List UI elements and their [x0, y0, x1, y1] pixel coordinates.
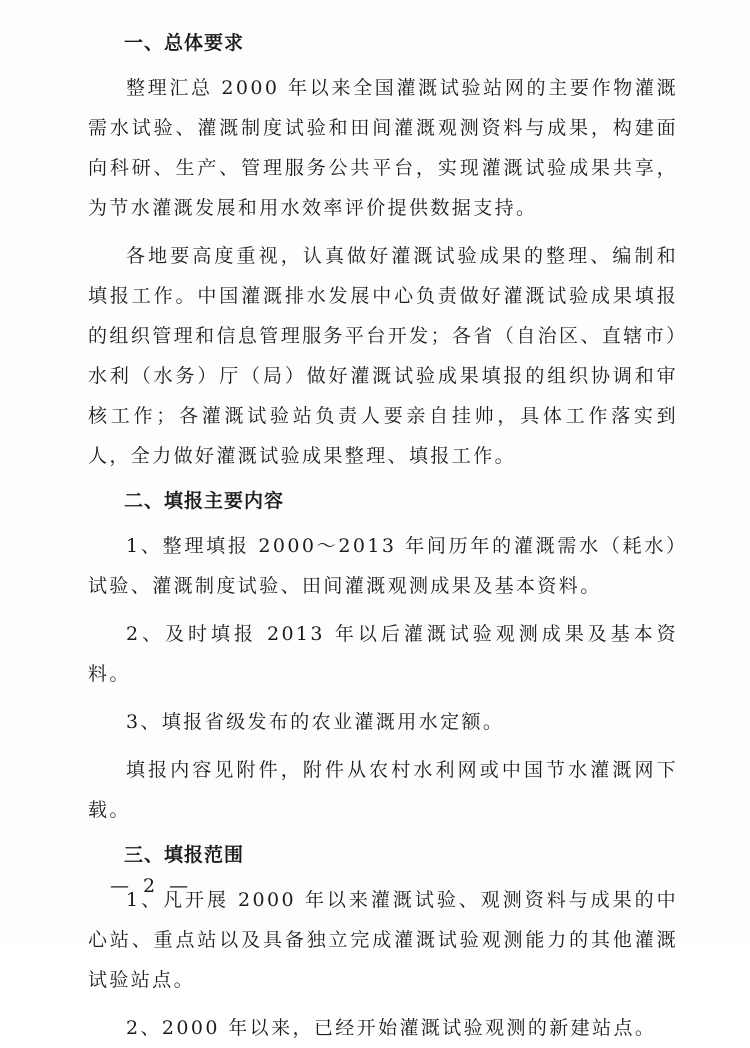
paragraph-purpose: 整理汇总 2000 年以来全国灌溉试验站网的主要作物灌溉需水试验、灌溉制度试验和田间灌溉观测资料与成果，构建面向科研、生产、管理服务公共平台，实现灌溉试验成果共享，为节水灌溉发展和用水效率评价提供数据支持。	[88, 77, 678, 219]
paragraph-scope-item-2: 2、2000 年以来，已经开始灌溉试验观测的新建站点。	[126, 1017, 657, 1039]
page-number: — 2 —	[110, 875, 193, 897]
section-heading-scope: 三、填报范围	[124, 844, 245, 866]
paragraph-content-item-2: 2、及时填报 2013 年以后灌溉试验观测成果及基本资料。	[88, 623, 678, 685]
section-heading-main-content: 二、填报主要内容	[124, 490, 285, 512]
paragraph-responsibilities: 各地要高度重视，认真做好灌溉试验成果的整理、编制和填报工作。中国灌溉排水发展中心负责做好灌溉试验成果填报的组织管理和信息管理服务平台开发；各省（自治区、直辖市）水利（水务）厅（局）做好灌溉试验成果填报的组织协调和审核工作；各灌溉试验站负责人要亲自挂帅，具体工作落实到人，全力做好灌溉试验成果整理、填报工作。	[88, 245, 678, 467]
paragraph-content-item-1: 1、整理填报 2000～2013 年间历年的灌溉需水（耗水）试验、灌溉制度试验、田间灌溉观测成果及基本资料。	[88, 535, 678, 597]
paragraph-content-item-3: 3、填报省级发布的农业灌溉用水定额。	[126, 711, 505, 733]
section-heading-general-requirements: 一、总体要求	[124, 32, 245, 54]
paragraph-attachment-note: 填报内容见附件，附件从农村水利网或中国节水灌溉网下载。	[88, 759, 678, 821]
paragraph-scope-item-1: 1、凡开展 2000 年以来灌溉试验、观测资料与成果的中心站、重点站以及具备独立完成灌溉试验观测能力的其他灌溉试验站点。	[88, 889, 678, 991]
